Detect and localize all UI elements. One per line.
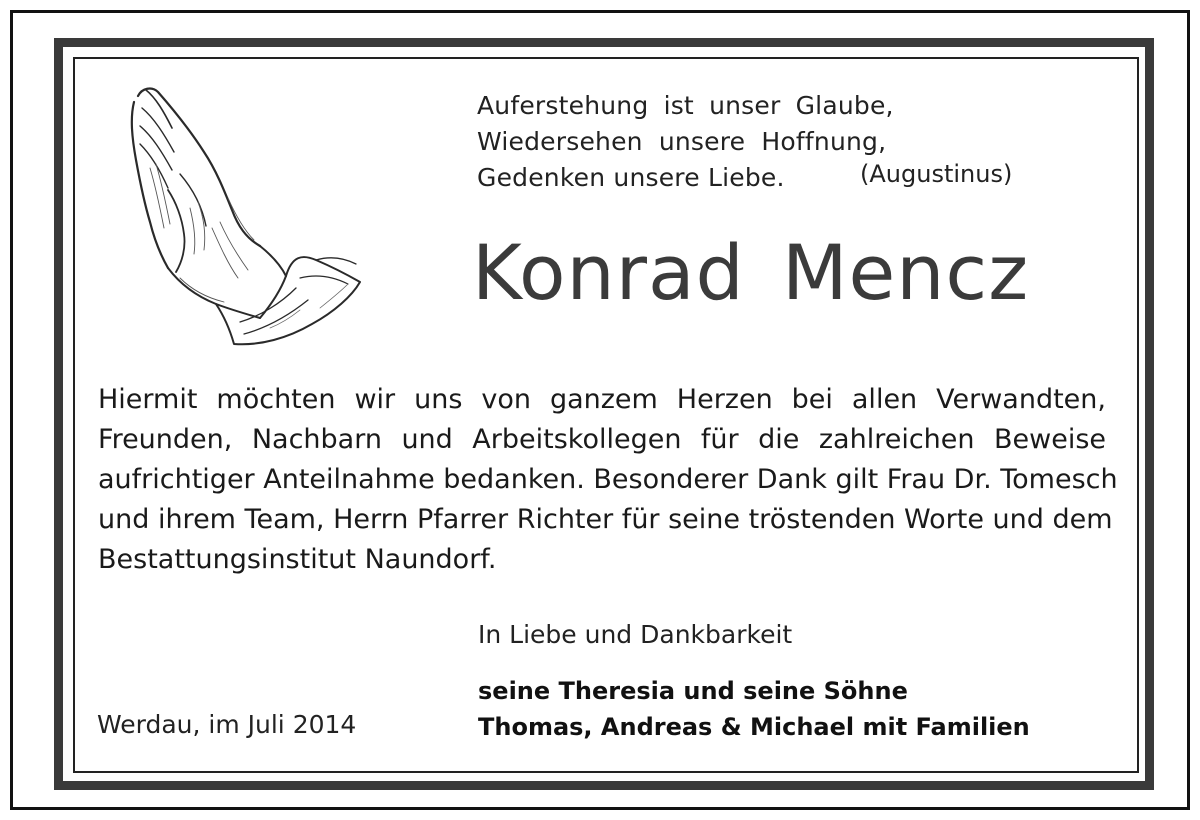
quote-author: (Augustinus) (860, 160, 1013, 188)
body-line-2: Freunden, Nachbarn und Arbeitskollegen für die zahlreichen Beweise (98, 424, 1106, 455)
body-line-5: Bestattungsinstitut Naundorf. (98, 544, 497, 575)
closing-phrase: In Liebe und Dankbarkeit (478, 620, 793, 649)
thank-you-text (98, 380, 1118, 580)
epitaph-quote (477, 88, 894, 196)
signer-line-2: Thomas, Andreas & Michael mit Familien (478, 713, 1030, 741)
body-line-3: aufrichtiger Anteilnahme bedanken. Besonderer Dank gilt Frau Dr. Tomesch (98, 464, 1118, 495)
body-line-4: und ihrem Team, Herrn Pfarrer Richter für seine tröstenden Worte und dem (98, 504, 1113, 535)
place-and-date: Werdau, im Juli 2014 (97, 710, 357, 739)
praying-hands-icon (120, 78, 365, 353)
body-line-1: Hiermit möchten wir uns von ganzem Herzen bei allen Verwandten, (98, 384, 1106, 415)
deceased-name: Konrad Mencz (472, 228, 1030, 317)
quote-line-3: Gedenken unsere Liebe. (477, 163, 785, 192)
quote-line-1: Auferstehung ist unser Glaube, (477, 91, 894, 120)
signer-line-1: seine Theresia und seine Söhne (478, 677, 908, 705)
quote-line-2: Wiedersehen unsere Hoffnung, (477, 127, 887, 156)
signers (478, 673, 1030, 745)
